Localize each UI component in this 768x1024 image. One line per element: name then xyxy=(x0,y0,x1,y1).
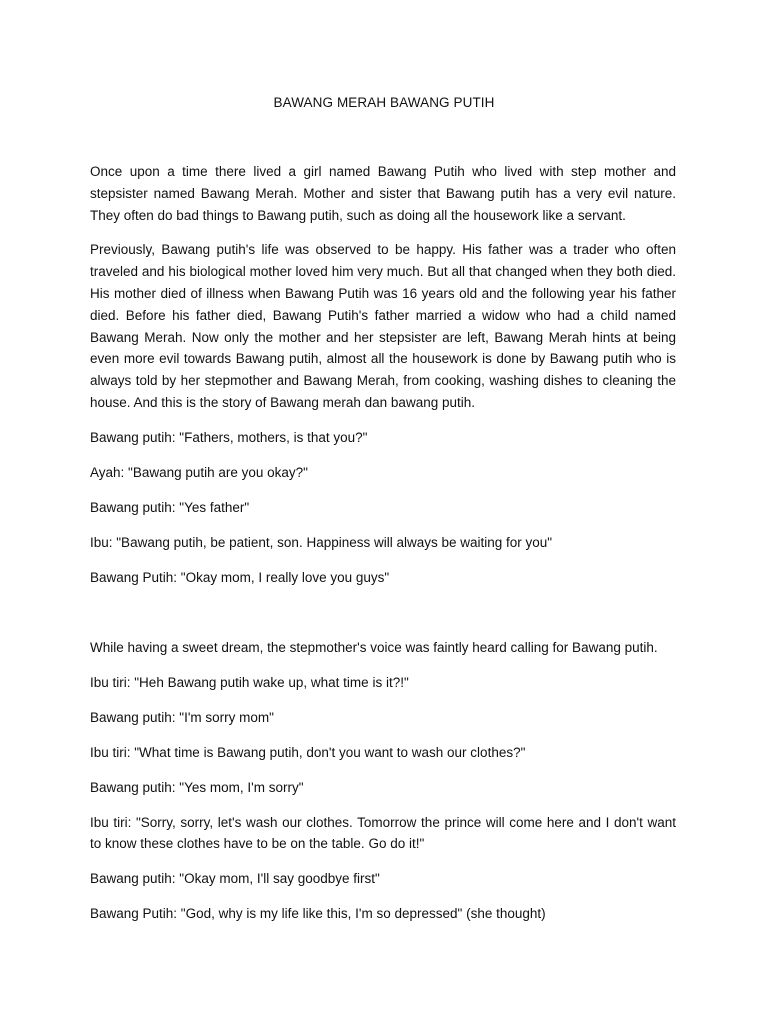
dialogue-line: Bawang putih: "Okay mom, I'll say goodbye first" xyxy=(90,871,380,887)
dialogue-line: Bawang putih: "Yes mom, I'm sorry" xyxy=(90,779,304,795)
paragraph-background: Previously, Bawang putih's life was observed to be happy. His father was a trader who often traveled and his biological mother loved him very much. But all that changed when they both died. His mother died of illness when Bawang Putih was 16 years old and the following year his father died. Before his father died, Bawang Putih's father married a widow who had a child named Bawang Merah. Now only the mother and her stepsister are left, Bawang Merah hints at being even more evil towards Bawang putih, almost all the housework is done by Bawang putih who is always told by her stepmother and Bawang Merah, from cooking, washing dishes to cleaning the house. And this is the story of Bawang merah dan bawang putih. xyxy=(90,242,676,410)
dialogue-line: Ayah: "Bawang putih are you okay?" xyxy=(90,464,308,480)
dialogue-line: Ibu tiri: "What time is Bawang putih, don't you want to wash our clothes?" xyxy=(90,744,526,760)
paragraph-stepmother-order: Ibu tiri: "Sorry, sorry, let's wash our clothes. Tomorrow the prince will come here and I don't want to know these clothes have to be on the table. Go do it!" xyxy=(90,814,676,852)
dialogue-line: Ibu tiri: "Heh Bawang putih wake up, what time is it?!" xyxy=(90,674,409,690)
paragraph-intro: Once upon a time there lived a girl named Bawang Putih who lived with step mother and stepsister named Bawang Merah. Mother and sister that Bawang putih has a very evil nature. They often do bad things to Bawang putih, such as doing all the housework like a servant. xyxy=(90,164,676,223)
document-body xyxy=(90,161,676,938)
narration-line: While having a sweet dream, the stepmother's voice was faintly heard calling for Bawang putih. xyxy=(90,639,658,655)
dialogue-line: Bawang putih: "Fathers, mothers, is that you?" xyxy=(90,429,368,445)
dialogue-line: Bawang putih: "I'm sorry mom" xyxy=(90,709,274,725)
dialogue-line: Ibu: "Bawang putih, be patient, son. Happiness will always be waiting for you" xyxy=(90,534,553,550)
dialogue-line: Bawang putih: "Yes father" xyxy=(90,499,250,515)
section-spacer xyxy=(90,602,676,637)
dialogue-line: Bawang Putih: "God, why is my life like this, I'm so depressed" (she thought) xyxy=(90,906,546,922)
dialogue-line: Bawang Putih: "Okay mom, I really love you guys" xyxy=(90,569,390,585)
document-title: BAWANG MERAH BAWANG PUTIH xyxy=(273,95,495,110)
